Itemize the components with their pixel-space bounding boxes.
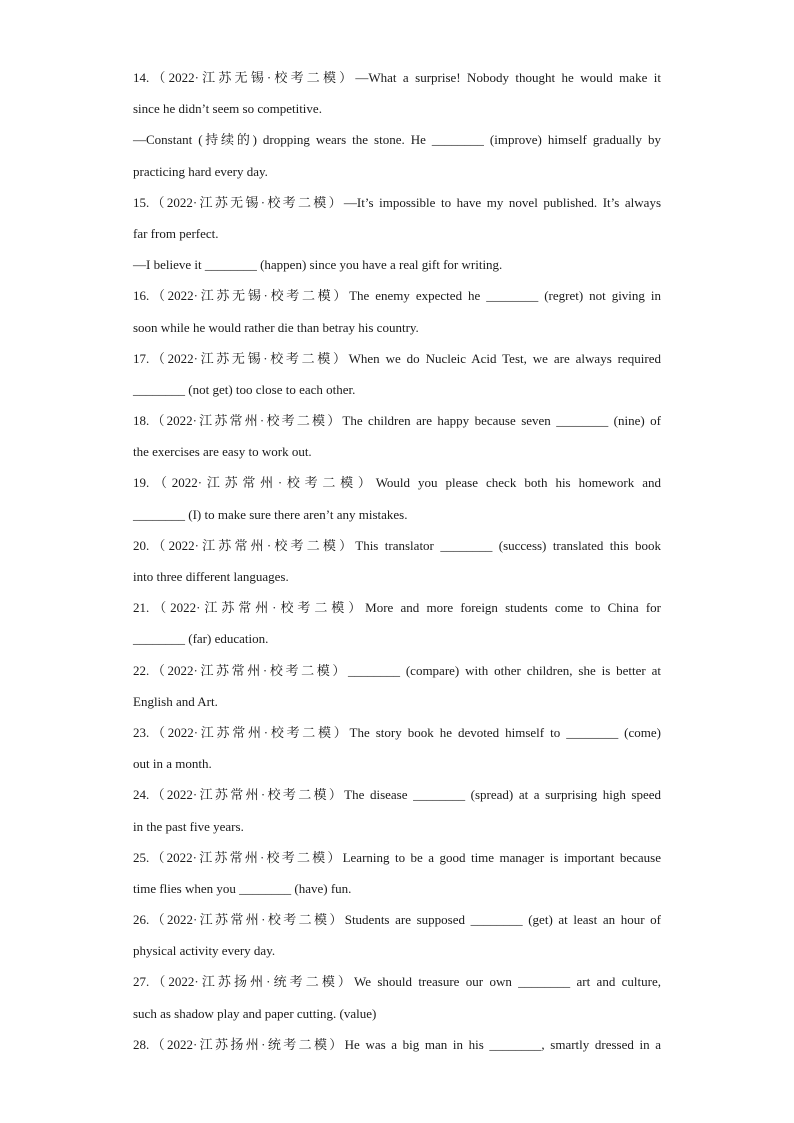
q16-line-2: soon while he would rather die than betray his country. xyxy=(133,319,419,335)
q15-line-3: —I believe it ________ (happen) since you have a real gift for writing. xyxy=(133,257,503,273)
q23-line-1: 23.（2022·江苏常州·校考二模）The story book he devoted himself to ________ (come) xyxy=(133,724,661,740)
q14-line-2: since he didn’t seem so competitive. xyxy=(133,101,322,117)
exercise-list xyxy=(133,62,661,1060)
q24-line-1: 24.（2022·江苏常州·校考二模）The disease ________ (spread) at a surprising high speed xyxy=(133,787,661,803)
q18-line-1: 18.（2022·江苏常州·校考二模）The children are happy because seven ________ (nine) of xyxy=(133,413,661,429)
q20-line-2: into three different languages. xyxy=(133,569,289,584)
q27-line-1: 27.（2022·江苏扬州·统考二模）We should treasure our own ________ art and culture, xyxy=(133,974,661,990)
q22-line-2: English and Art. xyxy=(133,693,218,709)
q19-line-2: ________ (I) to make sure there aren’t any mistakes. xyxy=(133,506,408,522)
q19-line-1: 19.（2022·江苏常州·校考二模）Would you please check both his homework and xyxy=(133,475,661,491)
q25-line-1: 25.（2022·江苏常州·校考二模）Learning to be a good time manager is important because xyxy=(133,849,661,865)
q14-line-3: —Constant (持续的) dropping wears the stone. He ________ (improve) himself gradually by xyxy=(133,132,661,148)
q17-line-1: 17.（2022·江苏无锡·校考二模）When we do Nucleic Acid Test, we are always required xyxy=(133,350,661,366)
q21-line-1: 21.（2022·江苏常州·校考二模）More and more foreign students come to China for xyxy=(133,600,661,616)
q20-line-1: 20.（2022·江苏常州·校考二模）This translator ________ (success) translated this book xyxy=(133,537,661,553)
q23-line-2: out in a month. xyxy=(133,756,212,772)
q26-line-1: 26.（2022·江苏常州·校考二模）Students are supposed ________ (get) at least an hour of xyxy=(133,912,661,928)
q22-line-1: 22.（2022·江苏常州·校考二模）________ (compare) with other children, she is better at xyxy=(133,662,661,678)
q24-line-2: in the past five years. xyxy=(133,818,244,834)
q15-line-2: far from perfect. xyxy=(133,225,219,241)
q28-line-1: 28.（2022·江苏扬州·统考二模）He was a big man in his ________, smartly dressed in a xyxy=(133,1036,661,1052)
q15-line-1: 15.（2022·江苏无锡·校考二模）—It’s impossible to have my novel published. It’s always xyxy=(133,194,661,210)
q14-line-4: practicing hard every day. xyxy=(133,163,268,179)
q27-line-2: such as shadow play and paper cutting. (value) xyxy=(133,1005,377,1021)
q25-line-2: time flies when you ________ (have) fun. xyxy=(133,880,352,896)
q26-line-2: physical activity every day. xyxy=(133,943,276,959)
q17-line-2: ________ (not get) too close to each other. xyxy=(133,381,356,397)
q18-line-2: the exercises are easy to work out. xyxy=(133,444,312,460)
q14-line-1: 14.（2022·江苏无锡·校考二模）—What a surprise! Nobody thought he would make it xyxy=(133,70,661,85)
q21-line-2: ________ (far) education. xyxy=(133,631,269,647)
q16-line-1: 16.（2022·江苏无锡·校考二模）The enemy expected he ________ (regret) not giving in xyxy=(133,288,661,304)
